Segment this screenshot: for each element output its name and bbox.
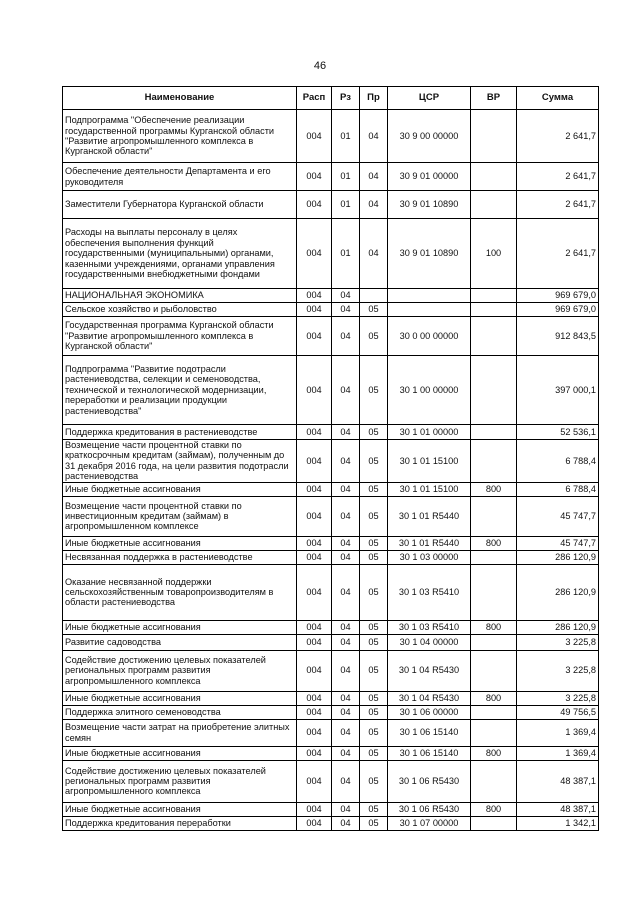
row-rasp: 004 <box>297 620 332 634</box>
row-pr: 05 <box>360 705 388 719</box>
row-sum: 6 788,4 <box>517 482 599 496</box>
row-pr: 05 <box>360 564 388 620</box>
row-vr <box>471 356 517 425</box>
table-row <box>63 691 599 705</box>
row-pr: 05 <box>360 536 388 550</box>
table-row <box>63 496 599 536</box>
table-row <box>63 634 599 650</box>
row-csr: 30 1 06 15140 <box>388 746 471 760</box>
row-vr <box>471 650 517 691</box>
row-rz: 04 <box>332 536 360 550</box>
row-vr <box>471 719 517 746</box>
row-name: Расходы на выплаты персоналу в целях обеспечения выполнения функций государственными (муниципальными) органами, казенными учреждениями, органами управления государственными внебюджетными фондами <box>63 219 297 289</box>
row-pr: 05 <box>360 620 388 634</box>
row-rasp: 004 <box>297 110 332 163</box>
row-csr: 30 9 00 00000 <box>388 110 471 163</box>
row-pr: 05 <box>360 550 388 564</box>
row-vr: 800 <box>471 746 517 760</box>
row-name: Содействие достижению целевых показателей региональных программ развития агропромышленного комплекса <box>63 760 297 802</box>
table-row <box>63 705 599 719</box>
row-sum: 1 342,1 <box>517 816 599 830</box>
table-row <box>63 163 599 191</box>
row-csr <box>388 289 471 303</box>
row-rasp: 004 <box>297 691 332 705</box>
header-sum: Сумма <box>517 87 599 110</box>
table-row <box>63 564 599 620</box>
table-row <box>63 719 599 746</box>
row-sum: 397 000,1 <box>517 356 599 425</box>
row-vr <box>471 303 517 317</box>
table-row <box>63 356 599 425</box>
row-rz: 01 <box>332 219 360 289</box>
row-sum: 45 747,7 <box>517 536 599 550</box>
row-sum: 3 225,8 <box>517 650 599 691</box>
row-pr: 05 <box>360 719 388 746</box>
row-pr: 05 <box>360 425 388 440</box>
row-sum: 1 369,4 <box>517 719 599 746</box>
row-sum: 286 120,9 <box>517 564 599 620</box>
row-rz: 04 <box>332 650 360 691</box>
row-name: Содействие достижению целевых показателей региональных программ развития агропромышленного комплекса <box>63 650 297 691</box>
row-pr: 05 <box>360 816 388 830</box>
header-vr: ВР <box>471 87 517 110</box>
row-vr <box>471 440 517 483</box>
row-pr: 05 <box>360 634 388 650</box>
table-row <box>63 191 599 219</box>
row-sum: 2 641,7 <box>517 110 599 163</box>
row-name: Возмещение части процентной ставки по инвестиционным кредитам (займам) в агропромышленном комплексе <box>63 496 297 536</box>
row-rasp: 004 <box>297 425 332 440</box>
row-rz: 04 <box>332 760 360 802</box>
row-pr: 05 <box>360 482 388 496</box>
row-sum: 1 369,4 <box>517 746 599 760</box>
row-csr: 30 1 01 R5440 <box>388 496 471 536</box>
row-pr: 05 <box>360 802 388 816</box>
row-name: НАЦИОНАЛЬНАЯ ЭКОНОМИКА <box>63 289 297 303</box>
table-row <box>63 317 599 356</box>
row-sum: 286 120,9 <box>517 550 599 564</box>
row-name: Несвязанная поддержка в растениеводстве <box>63 550 297 564</box>
table-row <box>63 425 599 440</box>
row-sum: 912 843,5 <box>517 317 599 356</box>
row-sum: 6 788,4 <box>517 440 599 483</box>
table-row <box>63 802 599 816</box>
row-vr <box>471 705 517 719</box>
row-name: Иные бюджетные ассигнования <box>63 620 297 634</box>
row-pr: 05 <box>360 691 388 705</box>
row-rasp: 004 <box>297 163 332 191</box>
row-rasp: 004 <box>297 289 332 303</box>
table-row <box>63 440 599 483</box>
row-vr <box>471 760 517 802</box>
row-pr: 04 <box>360 219 388 289</box>
row-rz: 04 <box>332 440 360 483</box>
row-rz: 01 <box>332 163 360 191</box>
row-rasp: 004 <box>297 802 332 816</box>
row-name: Подпрограмма "Развитие подотрасли растениеводства, селекции и семеноводства, технической и технологической модернизации, переработки и реализации продукции растениеводства" <box>63 356 297 425</box>
row-csr <box>388 303 471 317</box>
row-rasp: 004 <box>297 191 332 219</box>
row-rz: 04 <box>332 719 360 746</box>
row-pr: 05 <box>360 440 388 483</box>
row-name: Иные бюджетные ассигнования <box>63 691 297 705</box>
row-name: Поддержка кредитования переработки <box>63 816 297 830</box>
row-rz: 04 <box>332 705 360 719</box>
row-pr: 05 <box>360 356 388 425</box>
row-pr: 04 <box>360 191 388 219</box>
row-rz: 04 <box>332 356 360 425</box>
row-name: Иные бюджетные ассигнования <box>63 746 297 760</box>
row-csr: 30 1 01 15100 <box>388 440 471 483</box>
row-rasp: 004 <box>297 482 332 496</box>
row-rasp: 004 <box>297 705 332 719</box>
row-pr: 04 <box>360 163 388 191</box>
row-name: Государственная программа Курганской области "Развитие агропромышленного комплекса в Курганской области" <box>63 317 297 356</box>
row-csr: 30 1 03 R5410 <box>388 620 471 634</box>
row-csr: 30 0 00 00000 <box>388 317 471 356</box>
row-name: Иные бюджетные ассигнования <box>63 802 297 816</box>
row-rasp: 004 <box>297 746 332 760</box>
table-row <box>63 760 599 802</box>
row-csr: 30 1 06 00000 <box>388 705 471 719</box>
row-rz: 04 <box>332 564 360 620</box>
row-csr: 30 9 01 10890 <box>388 191 471 219</box>
row-vr <box>471 110 517 163</box>
row-rasp: 004 <box>297 219 332 289</box>
table-row <box>63 536 599 550</box>
row-sum: 969 679,0 <box>517 289 599 303</box>
table-row <box>63 816 599 830</box>
row-pr: 04 <box>360 110 388 163</box>
row-rz: 04 <box>332 550 360 564</box>
header-rz: Рз <box>332 87 360 110</box>
row-name: Иные бюджетные ассигнования <box>63 482 297 496</box>
row-pr <box>360 289 388 303</box>
row-sum: 48 387,1 <box>517 802 599 816</box>
row-name: Подпрограмма "Обеспечение реализации государственной программы Курганской области "Развитие агропромышленного комплекса в Курганской области" <box>63 110 297 163</box>
row-vr <box>471 496 517 536</box>
row-sum: 52 536,1 <box>517 425 599 440</box>
row-csr: 30 1 03 R5410 <box>388 564 471 620</box>
row-name: Развитие садоводства <box>63 634 297 650</box>
row-vr: 800 <box>471 691 517 705</box>
row-vr <box>471 317 517 356</box>
row-csr: 30 9 01 10890 <box>388 219 471 289</box>
page-number: 46 <box>313 60 327 72</box>
table-header-row <box>63 87 599 110</box>
row-csr: 30 1 04 R5430 <box>388 650 471 691</box>
row-rz: 04 <box>332 303 360 317</box>
row-csr: 30 1 00 00000 <box>388 356 471 425</box>
row-sum: 48 387,1 <box>517 760 599 802</box>
row-sum: 3 225,8 <box>517 691 599 705</box>
row-rasp: 004 <box>297 719 332 746</box>
row-pr: 05 <box>360 650 388 691</box>
table-row <box>63 303 599 317</box>
row-csr: 30 1 07 00000 <box>388 816 471 830</box>
row-pr: 05 <box>360 496 388 536</box>
row-rz: 04 <box>332 802 360 816</box>
row-rasp: 004 <box>297 550 332 564</box>
row-csr: 30 1 03 00000 <box>388 550 471 564</box>
row-rasp: 004 <box>297 650 332 691</box>
row-rz: 04 <box>332 317 360 356</box>
row-rasp: 004 <box>297 356 332 425</box>
row-vr <box>471 289 517 303</box>
row-vr: 800 <box>471 802 517 816</box>
row-rasp: 004 <box>297 440 332 483</box>
row-sum: 49 756,5 <box>517 705 599 719</box>
row-csr: 30 1 04 00000 <box>388 634 471 650</box>
budget-table <box>62 86 599 831</box>
row-sum: 3 225,8 <box>517 634 599 650</box>
row-rz: 01 <box>332 110 360 163</box>
row-vr <box>471 425 517 440</box>
table-row <box>63 746 599 760</box>
row-name: Заместители Губернатора Курганской области <box>63 191 297 219</box>
row-csr: 30 1 01 00000 <box>388 425 471 440</box>
row-csr: 30 1 06 15140 <box>388 719 471 746</box>
row-rasp: 004 <box>297 496 332 536</box>
row-rasp: 004 <box>297 564 332 620</box>
table-row <box>63 289 599 303</box>
row-sum: 45 747,7 <box>517 496 599 536</box>
row-rz: 04 <box>332 620 360 634</box>
row-name: Поддержка кредитования в растениеводстве <box>63 425 297 440</box>
row-rz: 04 <box>332 496 360 536</box>
row-rasp: 004 <box>297 634 332 650</box>
row-rasp: 004 <box>297 760 332 802</box>
row-csr: 30 1 01 15100 <box>388 482 471 496</box>
header-csr: ЦСР <box>388 87 471 110</box>
row-rz: 04 <box>332 425 360 440</box>
row-rz: 04 <box>332 289 360 303</box>
row-csr: 30 9 01 00000 <box>388 163 471 191</box>
header-pr: Пр <box>360 87 388 110</box>
row-sum: 2 641,7 <box>517 163 599 191</box>
row-vr: 800 <box>471 620 517 634</box>
row-sum: 2 641,7 <box>517 191 599 219</box>
row-name: Поддержка элитного семеноводства <box>63 705 297 719</box>
row-rz: 04 <box>332 691 360 705</box>
row-vr <box>471 564 517 620</box>
table-row <box>63 482 599 496</box>
table-row <box>63 650 599 691</box>
table-row <box>63 110 599 163</box>
row-sum: 969 679,0 <box>517 303 599 317</box>
row-vr <box>471 163 517 191</box>
row-csr: 30 1 06 R5430 <box>388 760 471 802</box>
row-rz: 04 <box>332 634 360 650</box>
row-vr: 100 <box>471 219 517 289</box>
row-name: Возмещение части процентной ставки по краткосрочным кредитам (займам), полученным до 31 декабря 2016 года, на цели развития подотрасли растениеводства <box>63 440 297 483</box>
row-rasp: 004 <box>297 816 332 830</box>
row-pr: 05 <box>360 317 388 356</box>
row-vr: 800 <box>471 482 517 496</box>
row-vr <box>471 191 517 219</box>
table-row <box>63 550 599 564</box>
row-vr <box>471 550 517 564</box>
row-rasp: 004 <box>297 303 332 317</box>
row-rz: 04 <box>332 746 360 760</box>
table-row <box>63 219 599 289</box>
row-sum: 2 641,7 <box>517 219 599 289</box>
row-csr: 30 1 01 R5440 <box>388 536 471 550</box>
row-name: Возмещение части затрат на приобретение элитных семян <box>63 719 297 746</box>
row-name: Обеспечение деятельности Департамента и его руководителя <box>63 163 297 191</box>
row-rasp: 004 <box>297 317 332 356</box>
header-name: Наименование <box>63 87 297 110</box>
row-pr: 05 <box>360 303 388 317</box>
row-sum: 286 120,9 <box>517 620 599 634</box>
table-row <box>63 620 599 634</box>
row-vr <box>471 816 517 830</box>
row-rz: 04 <box>332 482 360 496</box>
row-rz: 01 <box>332 191 360 219</box>
row-rz: 04 <box>332 816 360 830</box>
row-rasp: 004 <box>297 536 332 550</box>
row-vr: 800 <box>471 536 517 550</box>
header-rasp: Расп <box>297 87 332 110</box>
row-csr: 30 1 04 R5430 <box>388 691 471 705</box>
row-vr <box>471 634 517 650</box>
row-name: Иные бюджетные ассигнования <box>63 536 297 550</box>
row-pr: 05 <box>360 760 388 802</box>
row-pr: 05 <box>360 746 388 760</box>
row-name: Оказание несвязанной поддержки сельскохозяйственным товаропроизводителям в области растениеводства <box>63 564 297 620</box>
row-name: Сельское хозяйство и рыболовство <box>63 303 297 317</box>
row-csr: 30 1 06 R5430 <box>388 802 471 816</box>
